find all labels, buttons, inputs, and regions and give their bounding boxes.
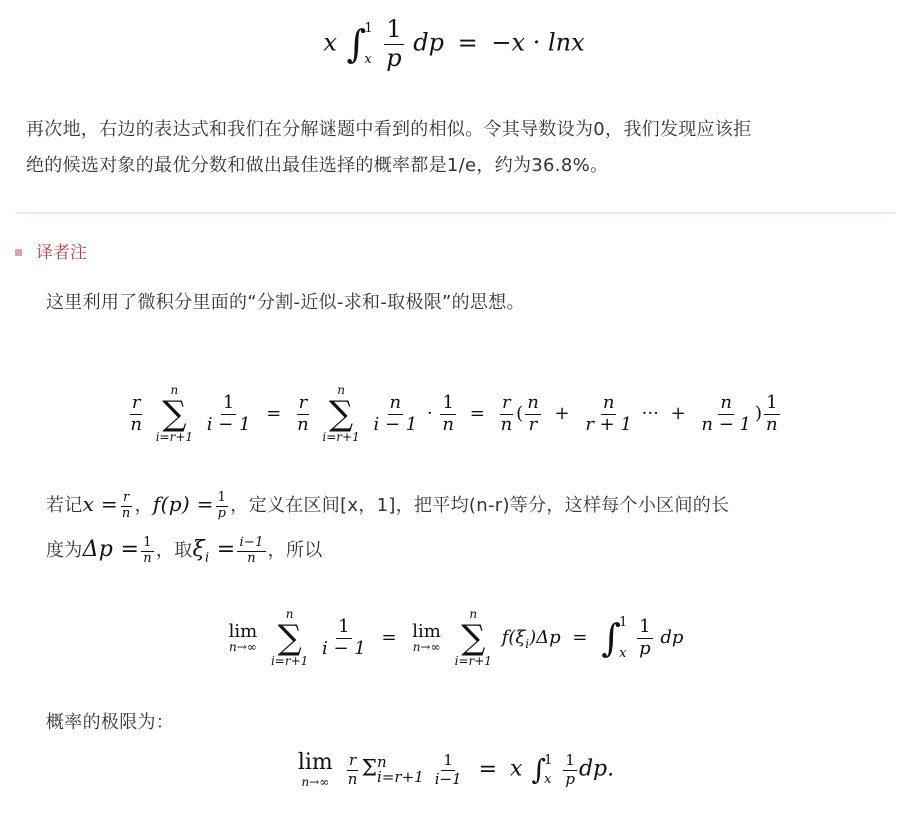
formula-final: lim n→∞ $\frac{r}{n}$ Σ n i=r+1 $\frac{1}{i-1}$ = x ∫ 1 x $\frac{1}{p}$ dp. xyxy=(297,750,615,789)
integral: ∫ 1 x xyxy=(346,21,373,67)
formula-riemann-limit: lim n→∞ n ∑ i=r+1 $\frac{1}{i - 1}$ = lim n→∞ n ∑ i=r+1 $f(\xi_i)\Delta p$ = ∫ 1 x $\frac{1}{p}$ dp xyxy=(228,606,684,668)
section-divider xyxy=(15,212,896,214)
formula-top: x ∫ 1 x $\frac{1}{p}$ dp = −x · lnx xyxy=(323,14,585,72)
probability-limit-label: 概率的极限为： xyxy=(46,712,175,733)
translator-note-title: 译者注 xyxy=(36,243,87,263)
paragraph-line-1: 再次地，右边的表达式和我们在分解谜题中看到的相似。令其导数设为0，我们发现应该拒 xyxy=(26,119,752,140)
paragraph-conclusion xyxy=(26,112,896,184)
definition-line-1: 若记x = $\frac{r}{n}$ ，f(p) = $\frac{1}{p}$ ，定义在区间[x，1]，把平均(n-r)等分，这样每个小区间的长 xyxy=(46,489,730,521)
formula-sum-expansion: $\frac{r}{n}$ n ∑ i=r+1 $\frac{1}{i - 1}$ = $\frac{r}{n}$ n ∑ i=r+1 $\frac{n}{i - 1}$ · $\frac{1}{n}$ = $\frac{r}{n}$ ( $\frac{n}{r}$ + $\frac{n}{r + 1}$ ··· + $\frac{n}{n - 1}$ ) $\frac{1}{n}$ xyxy=(130,382,778,444)
coef: x xyxy=(323,28,337,57)
integral-sign: ∫ xyxy=(346,22,367,66)
definition-line-2: 度为Δp = $\frac{1}{n}$ ，取$\xi_i$ = $\frac{i-1}{n}$ ，所以 xyxy=(46,534,323,566)
square-bullet-icon xyxy=(15,249,22,256)
paragraph-line-2: 绝的候选对象的最优分数和做出最佳选择的概率都是1/e，约为36.8%。 xyxy=(26,155,609,176)
note-intro: 这里利用了微积分里面的“分割-近似-求和-取极限”的思想。 xyxy=(46,292,525,313)
